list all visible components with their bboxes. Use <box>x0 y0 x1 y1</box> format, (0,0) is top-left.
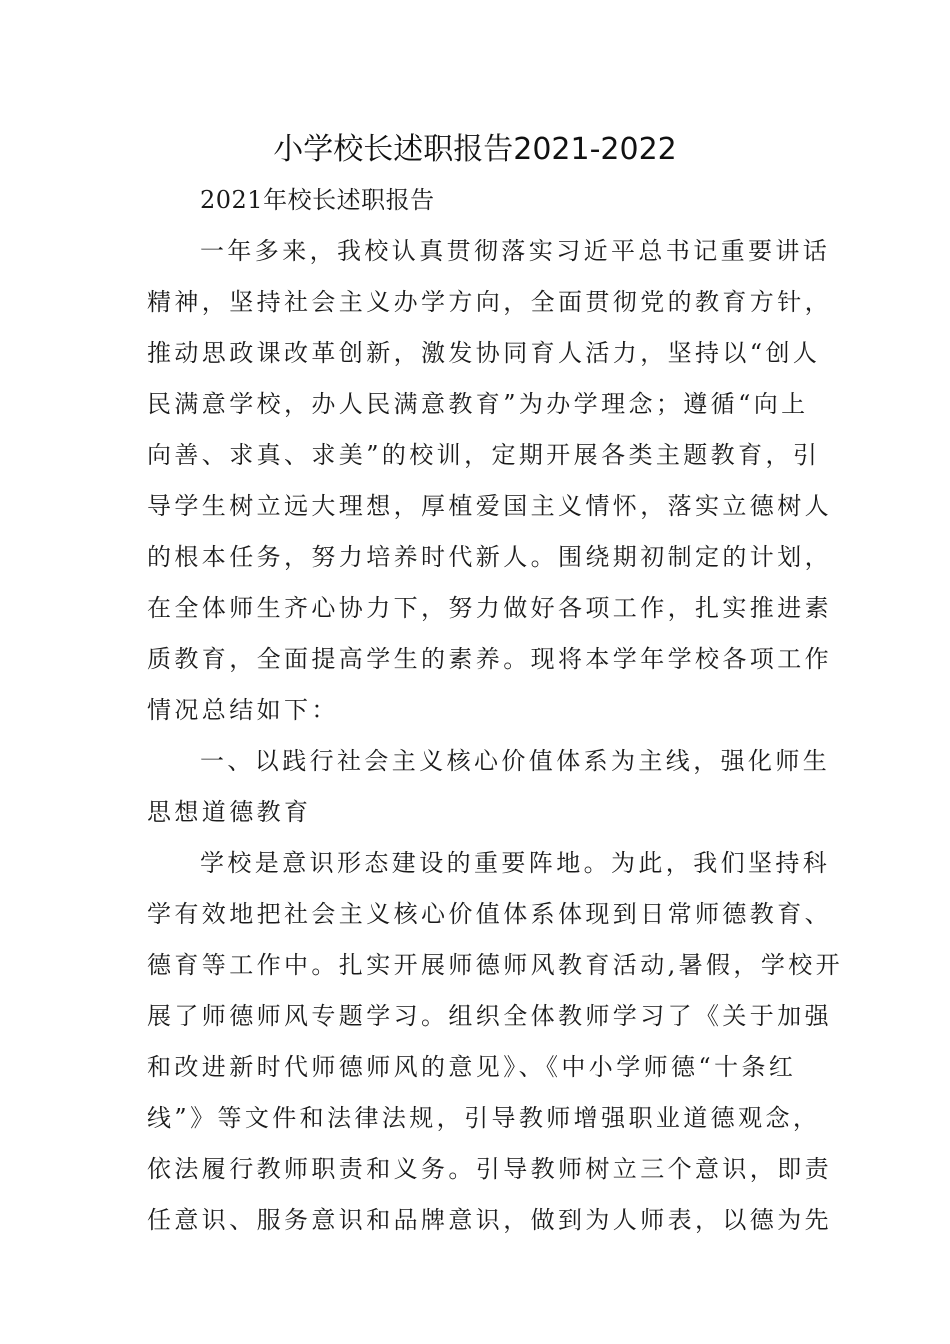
section-heading-line: 一、以践行社会主义核心价值体系为主线，强化师生 <box>200 747 831 775</box>
paragraph-line: 德育等工作中。扎实开展师德师风教育活动,暑假，学校开 <box>147 951 844 979</box>
paragraph-line: 导学生树立远大理想，厚植爱国主义情怀，落实立德树人 <box>147 492 832 520</box>
section-heading-line: 思想道德教育 <box>147 798 312 826</box>
paragraph-line: 任意识、服务意识和品牌意识，做到为人师表，以德为先 <box>147 1206 832 1234</box>
paragraph-line: 情况总结如下： <box>147 696 339 724</box>
paragraph-line: 学有效地把社会主义核心价值体系体现到日常师德教育、 <box>147 900 832 928</box>
paragraph-line: 质教育，全面提高学生的素养。现将本学年学校各项工作 <box>147 645 832 673</box>
paragraph-line: 一年多来，我校认真贯彻落实习近平总书记重要讲话 <box>200 237 831 265</box>
paragraph-line: 向善、求真、求美”的校训，定期开展各类主题教育，引 <box>147 441 821 469</box>
document-title: 小学校长述职报告2021-2022 <box>273 132 677 167</box>
paragraph-line: 精神，坚持社会主义办学方向，全面贯彻党的教育方针， <box>147 288 832 316</box>
paragraph-line: 线”》等文件和法律法规，引导教师增强职业道德观念， <box>147 1104 821 1132</box>
paragraph-line: 的根本任务，努力培养时代新人。围绕期初制定的计划， <box>147 543 832 571</box>
paragraph-line: 依法履行教师职责和义务。引导教师树立三个意识，即责 <box>147 1155 832 1183</box>
document-body <box>147 175 844 1246</box>
paragraph-line: 和改进新时代师德师风的意见》、《中小学师德“十条红 <box>147 1053 797 1081</box>
document-subtitle: 2021年校长述职报告 <box>200 186 435 214</box>
paragraph-line: 在全体师生齐心协力下，努力做好各项工作，扎实推进素 <box>147 594 832 622</box>
paragraph-line: 推动思政课改革创新，激发协同育人活力，坚持以“创人 <box>147 339 821 367</box>
paragraph-line: 学校是意识形态建设的重要阵地。为此，我们坚持科 <box>200 849 831 877</box>
paragraph-line: 展了师德师风专题学习。组织全体教师学习了《关于加强 <box>147 1002 832 1030</box>
paragraph-line: 民满意学校，办人民满意教育”为办学理念；遵循“向上 <box>147 390 809 418</box>
